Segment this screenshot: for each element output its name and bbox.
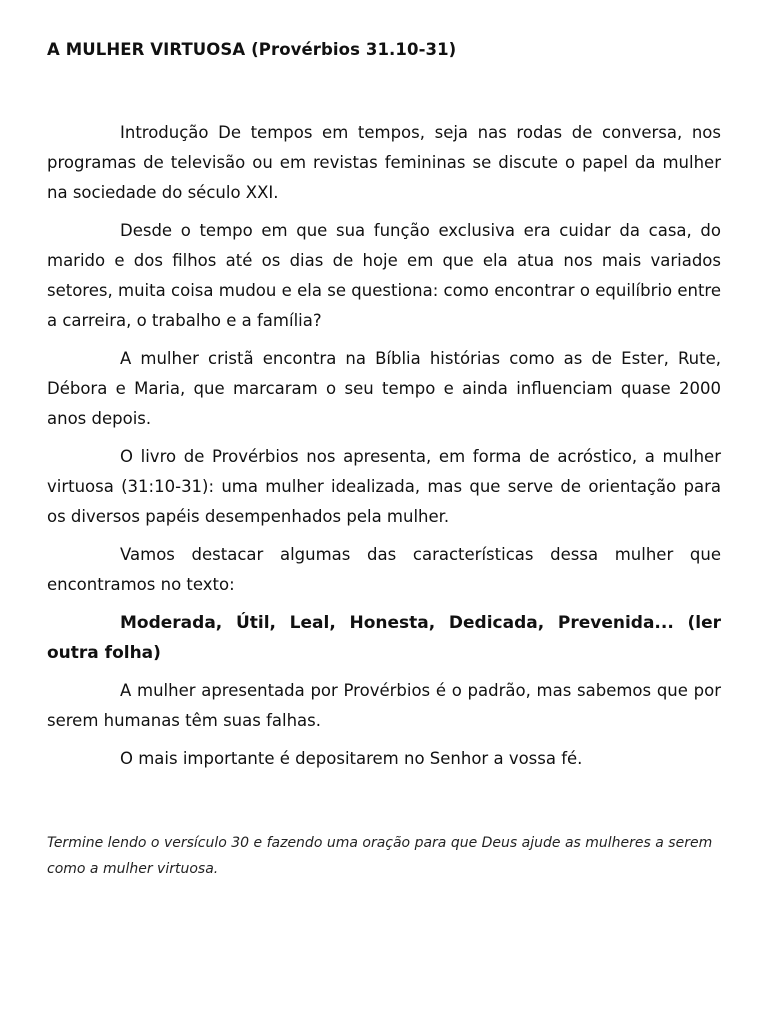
paragraph-introduction: Introdução De tempos em tempos, seja nas rodas de conversa, nos programas de televisão ou em revistas femininas se discute o papel da mulher na sociedade do século XXI. [47, 123, 721, 202]
paragraph-proverbs-acrostic: O livro de Provérbios nos apresenta, em forma de acróstico, a mulher virtuosa (31:10-31): uma mulher idealizada, mas que serve de orientação para os diversos papéis desempenhados pela mulher. [47, 447, 721, 526]
paragraph-characteristics-intro: Vamos destacar algumas das características dessa mulher que encontramos no texto: [47, 545, 721, 594]
paragraph-characteristics-list: Moderada, Útil, Leal, Honesta, Dedicada, Prevenida... (ler outra folha) [47, 613, 721, 663]
document-body [47, 118, 721, 782]
paragraph-biblical-women: A mulher cristã encontra na Bíblia histórias como as de Ester, Rute, Débora e Maria, que marcaram o seu tempo e ainda influenciam quase 2000 anos depois. [47, 349, 721, 428]
paragraph-historical-role: Desde o tempo em que sua função exclusiva era cuidar da casa, do marido e dos filhos até os dias de hoje em que ela atua nos mais variados setores, muita coisa mudou e ela se questiona: como encontrar o equilíbrio entre a carreira, o trabalho e a família? [47, 221, 721, 330]
paragraph-standard: A mulher apresentada por Provérbios é o padrão, mas sabemos que por serem humanas têm suas falhas. [47, 681, 721, 730]
paragraph-faith: O mais importante é depositarem no Senhor a vossa fé. [120, 749, 583, 768]
closing-note: Termine lendo o versículo 30 e fazendo uma oração para que Deus ajude as mulheres a serem como a mulher virtuosa. [47, 835, 713, 877]
document-title: A MULHER VIRTUOSA (Provérbios 31.10-31) [47, 40, 457, 59]
